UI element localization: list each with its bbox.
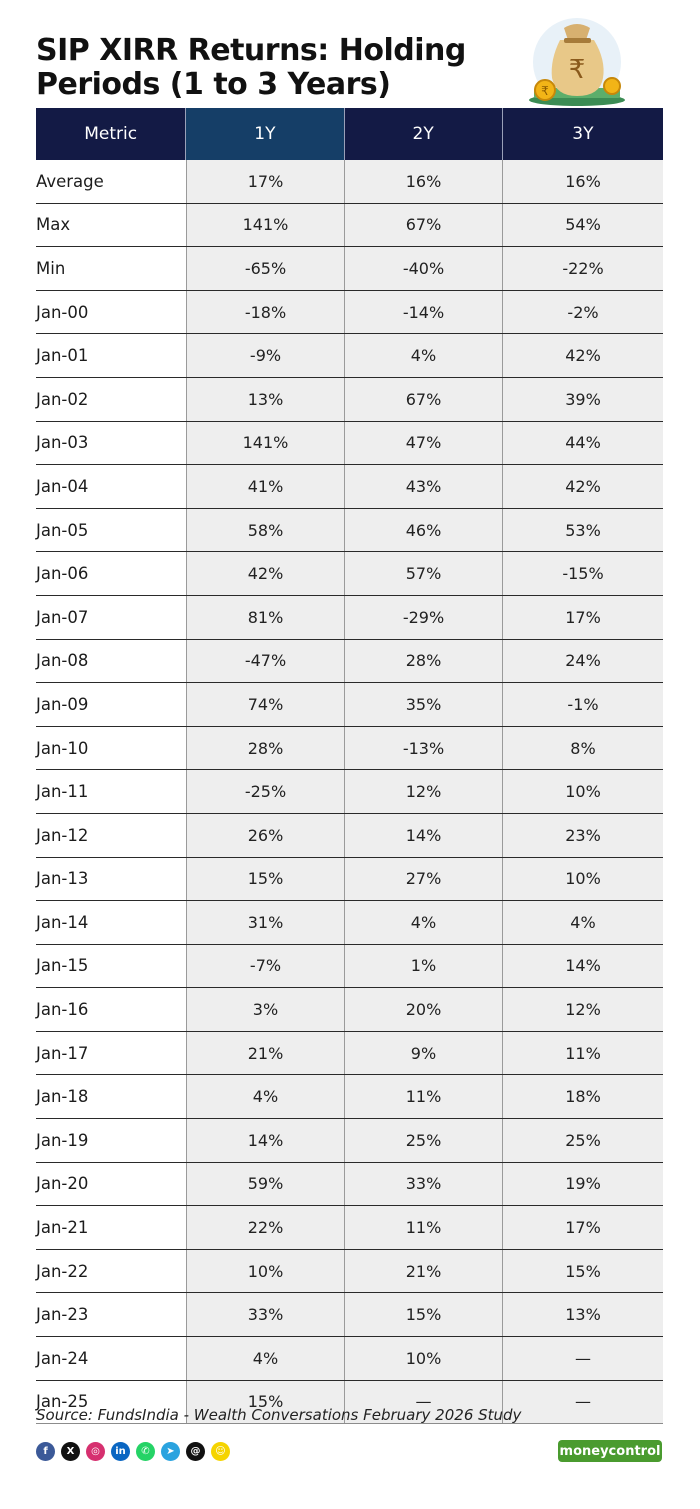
table-row bbox=[36, 552, 663, 596]
table-cell: 4% bbox=[186, 1337, 344, 1380]
table-cell: 42% bbox=[502, 465, 663, 508]
table-row bbox=[36, 727, 663, 771]
table-row bbox=[36, 422, 663, 466]
table-cell: 15% bbox=[344, 1293, 502, 1336]
row-label: Jan-08 bbox=[36, 640, 186, 683]
table-cell: 17% bbox=[186, 160, 344, 203]
row-label: Jan-22 bbox=[36, 1250, 186, 1293]
table-row bbox=[36, 160, 663, 204]
row-label: Jan-06 bbox=[36, 552, 186, 595]
table-cell: — bbox=[502, 1381, 663, 1424]
table-cell: 23% bbox=[502, 814, 663, 857]
table-cell: 15% bbox=[186, 1381, 344, 1424]
table-header bbox=[36, 108, 663, 160]
header-3y: 3Y bbox=[502, 108, 663, 160]
table-cell: 9% bbox=[344, 1032, 502, 1075]
row-label: Jan-00 bbox=[36, 291, 186, 334]
table-cell: -15% bbox=[502, 552, 663, 595]
table-cell: -13% bbox=[344, 727, 502, 770]
table-cell: 16% bbox=[344, 160, 502, 203]
table-cell: -2% bbox=[502, 291, 663, 334]
table-cell: 43% bbox=[344, 465, 502, 508]
table-cell: 41% bbox=[186, 465, 344, 508]
row-label: Jan-25 bbox=[36, 1381, 186, 1424]
header-metric: Metric bbox=[36, 108, 185, 160]
table-row bbox=[36, 509, 663, 553]
facebook-icon[interactable]: f bbox=[36, 1442, 55, 1461]
row-label: Jan-16 bbox=[36, 988, 186, 1031]
table-cell: 44% bbox=[502, 422, 663, 465]
table-cell: 28% bbox=[186, 727, 344, 770]
table-cell: 67% bbox=[344, 378, 502, 421]
row-label: Jan-19 bbox=[36, 1119, 186, 1162]
table-row bbox=[36, 640, 663, 684]
table-cell: 10% bbox=[502, 770, 663, 813]
table-cell: 4% bbox=[186, 1075, 344, 1118]
table-cell: — bbox=[344, 1381, 502, 1424]
table-cell: 81% bbox=[186, 596, 344, 639]
table-cell: 19% bbox=[502, 1163, 663, 1206]
row-label: Min bbox=[36, 247, 186, 290]
table-cell: 74% bbox=[186, 683, 344, 726]
table-cell: 12% bbox=[344, 770, 502, 813]
table-row bbox=[36, 1293, 663, 1337]
table-row bbox=[36, 945, 663, 989]
table-row bbox=[36, 814, 663, 858]
table-cell: 11% bbox=[344, 1075, 502, 1118]
table-cell: 13% bbox=[186, 378, 344, 421]
table-cell: — bbox=[502, 1337, 663, 1380]
table-cell: 53% bbox=[502, 509, 663, 552]
table-cell: 31% bbox=[186, 901, 344, 944]
table-cell: 15% bbox=[186, 858, 344, 901]
table-row bbox=[36, 291, 663, 335]
table-cell: 11% bbox=[502, 1032, 663, 1075]
table-row bbox=[36, 901, 663, 945]
header-2y: 2Y bbox=[344, 108, 502, 160]
table-cell: -18% bbox=[186, 291, 344, 334]
table-cell: 26% bbox=[186, 814, 344, 857]
table-row bbox=[36, 204, 663, 248]
table-cell: 4% bbox=[344, 334, 502, 377]
table-cell: -1% bbox=[502, 683, 663, 726]
table-cell: 42% bbox=[186, 552, 344, 595]
row-label: Jan-10 bbox=[36, 727, 186, 770]
table-cell: 18% bbox=[502, 1075, 663, 1118]
row-label: Jan-17 bbox=[36, 1032, 186, 1075]
row-label: Jan-23 bbox=[36, 1293, 186, 1336]
table-cell: 3% bbox=[186, 988, 344, 1031]
table-cell: 33% bbox=[186, 1293, 344, 1336]
table-cell: 67% bbox=[344, 204, 502, 247]
table-cell: 4% bbox=[502, 901, 663, 944]
instagram-icon[interactable]: ◎ bbox=[86, 1442, 105, 1461]
row-label: Jan-01 bbox=[36, 334, 186, 377]
table-row bbox=[36, 858, 663, 902]
table-cell: 14% bbox=[186, 1119, 344, 1162]
row-label: Jan-15 bbox=[36, 945, 186, 988]
row-label: Jan-05 bbox=[36, 509, 186, 552]
table-cell: 27% bbox=[344, 858, 502, 901]
table-cell: 10% bbox=[344, 1337, 502, 1380]
table-cell: 54% bbox=[502, 204, 663, 247]
table-cell: 24% bbox=[502, 640, 663, 683]
row-label: Jan-03 bbox=[36, 422, 186, 465]
table-cell: -22% bbox=[502, 247, 663, 290]
table-cell: 8% bbox=[502, 727, 663, 770]
table-cell: -40% bbox=[344, 247, 502, 290]
row-label: Jan-14 bbox=[36, 901, 186, 944]
table-cell: 39% bbox=[502, 378, 663, 421]
row-label: Jan-21 bbox=[36, 1206, 186, 1249]
table-cell: 11% bbox=[344, 1206, 502, 1249]
table-row bbox=[36, 378, 663, 422]
x-icon[interactable]: X bbox=[61, 1442, 80, 1461]
table-row bbox=[36, 247, 663, 291]
table-cell: -29% bbox=[344, 596, 502, 639]
threads-icon[interactable]: @ bbox=[186, 1442, 205, 1461]
table-cell: 4% bbox=[344, 901, 502, 944]
svg-text:₹: ₹ bbox=[541, 84, 549, 98]
table-cell: 10% bbox=[186, 1250, 344, 1293]
table-row bbox=[36, 1075, 663, 1119]
table-cell: 21% bbox=[186, 1032, 344, 1075]
telegram-icon[interactable]: ➤ bbox=[161, 1442, 180, 1461]
table-cell: 57% bbox=[344, 552, 502, 595]
row-label: Jan-07 bbox=[36, 596, 186, 639]
returns-table bbox=[36, 108, 663, 1424]
table-cell: 14% bbox=[502, 945, 663, 988]
table-cell: 17% bbox=[502, 596, 663, 639]
table-cell: 14% bbox=[344, 814, 502, 857]
svg-text:₹: ₹ bbox=[568, 55, 586, 85]
row-label: Jan-02 bbox=[36, 378, 186, 421]
table-cell: 20% bbox=[344, 988, 502, 1031]
social-share-bar bbox=[36, 1442, 230, 1461]
snapchat-icon[interactable]: ☺ bbox=[211, 1442, 230, 1461]
table-row bbox=[36, 1032, 663, 1076]
table-body bbox=[36, 160, 663, 1424]
moneycontrol-logo: moneycontrol bbox=[558, 1440, 662, 1462]
table-cell: 47% bbox=[344, 422, 502, 465]
table-cell: 59% bbox=[186, 1163, 344, 1206]
table-cell: 16% bbox=[502, 160, 663, 203]
table-row bbox=[36, 596, 663, 640]
money-bag-icon bbox=[520, 10, 635, 108]
row-label: Jan-04 bbox=[36, 465, 186, 508]
table-cell: 46% bbox=[344, 509, 502, 552]
row-label: Max bbox=[36, 204, 186, 247]
table-cell: -9% bbox=[186, 334, 344, 377]
table-cell: -65% bbox=[186, 247, 344, 290]
table-row bbox=[36, 988, 663, 1032]
whatsapp-icon[interactable]: ✆ bbox=[136, 1442, 155, 1461]
table-row bbox=[36, 1337, 663, 1381]
table-cell: 13% bbox=[502, 1293, 663, 1336]
table-cell: -47% bbox=[186, 640, 344, 683]
table-cell: 28% bbox=[344, 640, 502, 683]
row-label: Jan-12 bbox=[36, 814, 186, 857]
table-cell: 58% bbox=[186, 509, 344, 552]
page-title: SIP XIRR Returns: Holding Periods (1 to 3 Years) bbox=[36, 33, 466, 102]
row-label: Jan-11 bbox=[36, 770, 186, 813]
table-cell: 15% bbox=[502, 1250, 663, 1293]
table-cell: 35% bbox=[344, 683, 502, 726]
table-row bbox=[36, 334, 663, 378]
table-cell: 1% bbox=[344, 945, 502, 988]
table-row bbox=[36, 465, 663, 509]
table-cell: 21% bbox=[344, 1250, 502, 1293]
table-row bbox=[36, 1119, 663, 1163]
table-cell: -7% bbox=[186, 945, 344, 988]
table-cell: 42% bbox=[502, 334, 663, 377]
table-row bbox=[36, 683, 663, 727]
table-row bbox=[36, 1206, 663, 1250]
table-row bbox=[36, 1250, 663, 1294]
table-cell: 141% bbox=[186, 204, 344, 247]
table-cell: 10% bbox=[502, 858, 663, 901]
row-label: Jan-13 bbox=[36, 858, 186, 901]
row-label: Jan-18 bbox=[36, 1075, 186, 1118]
source-note: Source: FundsIndia - Wealth Conversations February 2026 Study bbox=[36, 1406, 522, 1424]
table-cell: 22% bbox=[186, 1206, 344, 1249]
table-cell: 141% bbox=[186, 422, 344, 465]
row-label: Jan-24 bbox=[36, 1337, 186, 1380]
linkedin-icon[interactable]: in bbox=[111, 1442, 130, 1461]
table-cell: -14% bbox=[344, 291, 502, 334]
table-row bbox=[36, 1163, 663, 1207]
row-label: Jan-20 bbox=[36, 1163, 186, 1206]
table-cell: 17% bbox=[502, 1206, 663, 1249]
table-cell: 33% bbox=[344, 1163, 502, 1206]
row-label: Jan-09 bbox=[36, 683, 186, 726]
header-1y: 1Y bbox=[185, 108, 343, 160]
table-cell: -25% bbox=[186, 770, 344, 813]
table-cell: 12% bbox=[502, 988, 663, 1031]
row-label: Average bbox=[36, 160, 186, 203]
table-cell: 25% bbox=[502, 1119, 663, 1162]
table-cell: 25% bbox=[344, 1119, 502, 1162]
table-row bbox=[36, 770, 663, 814]
